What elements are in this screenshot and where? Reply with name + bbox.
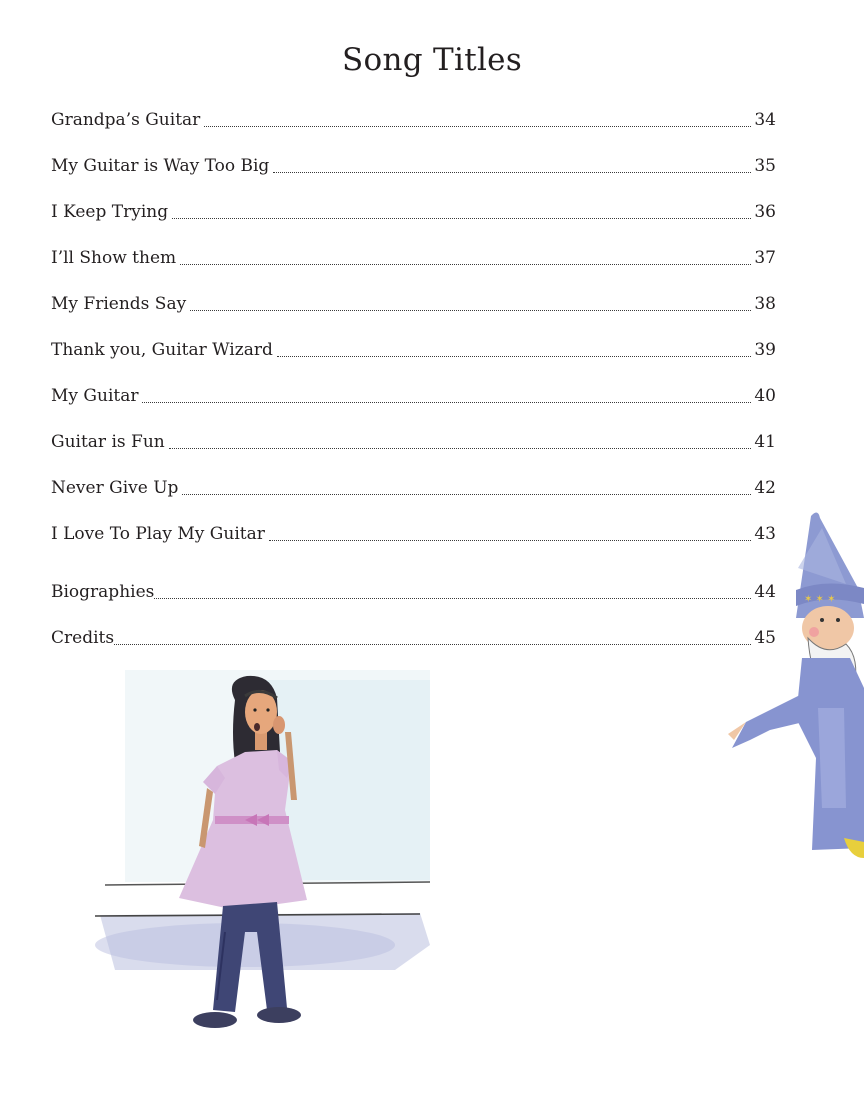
toc-entry-page: 39 (754, 340, 776, 360)
dot-leader (273, 172, 751, 173)
toc-entry-title: Biographies (51, 582, 155, 602)
toc-entry-page: 41 (754, 432, 776, 452)
toc-entry[interactable] (51, 522, 776, 546)
dot-leader (204, 126, 751, 127)
dot-leader (269, 540, 751, 541)
toc-entry-biographies[interactable] (51, 580, 776, 604)
toc-entry-page: 37 (754, 248, 776, 268)
toc-entry-page: 35 (754, 156, 776, 176)
toc-entry[interactable] (51, 108, 776, 132)
toc-entry-title: Credits (51, 628, 115, 648)
dot-leader (114, 644, 751, 645)
dot-leader (277, 356, 752, 357)
toc-entry-title: Grandpa’s Guitar (51, 110, 201, 130)
toc-entry[interactable] (51, 292, 776, 316)
dot-leader (154, 598, 751, 599)
toc-entry-title: Thank you, Guitar Wizard (51, 340, 273, 360)
dot-leader (182, 494, 751, 495)
toc-entry-title: I’ll Show them (51, 248, 177, 268)
page-title: Song Titles (341, 42, 523, 78)
toc-entry[interactable] (51, 246, 776, 270)
toc-entry-title: Never Give Up (51, 478, 179, 498)
toc-entry-page: 43 (754, 524, 776, 544)
toc-entry-title: Guitar is Fun (51, 432, 165, 452)
toc-entry-page: 40 (754, 386, 776, 406)
toc-entry[interactable] (51, 154, 776, 178)
toc-entry-credits[interactable] (51, 626, 776, 650)
toc-entry[interactable] (51, 476, 776, 500)
toc-entry-page: 45 (754, 628, 776, 648)
dot-leader (142, 402, 751, 403)
toc-entry-title: My Friends Say (51, 294, 187, 314)
toc-entry-title: My Guitar is Way Too Big (51, 156, 270, 176)
girl-illustration (95, 670, 440, 1090)
toc-entry[interactable] (51, 338, 776, 362)
dot-leader (190, 310, 751, 311)
toc-entry-page: 44 (754, 582, 776, 602)
toc-entry-title: I Love To Play My Guitar (51, 524, 265, 544)
dot-leader (169, 448, 752, 449)
dot-leader (180, 264, 751, 265)
toc-entry-page: 38 (754, 294, 776, 314)
toc-entry[interactable] (51, 430, 776, 454)
toc-entry-page: 34 (754, 110, 776, 130)
svg-text:✶ ✶ ✶: ✶ ✶ ✶ (804, 594, 836, 605)
toc-entry[interactable] (51, 200, 776, 224)
wizard-illustration (726, 508, 864, 868)
toc-entry-page: 42 (754, 478, 776, 498)
toc-entry-page: 36 (754, 202, 776, 222)
toc-entry[interactable] (51, 384, 776, 408)
dot-leader (172, 218, 751, 219)
toc-entry-title: I Keep Trying (51, 202, 169, 222)
toc-entry-title: My Guitar (51, 386, 139, 406)
